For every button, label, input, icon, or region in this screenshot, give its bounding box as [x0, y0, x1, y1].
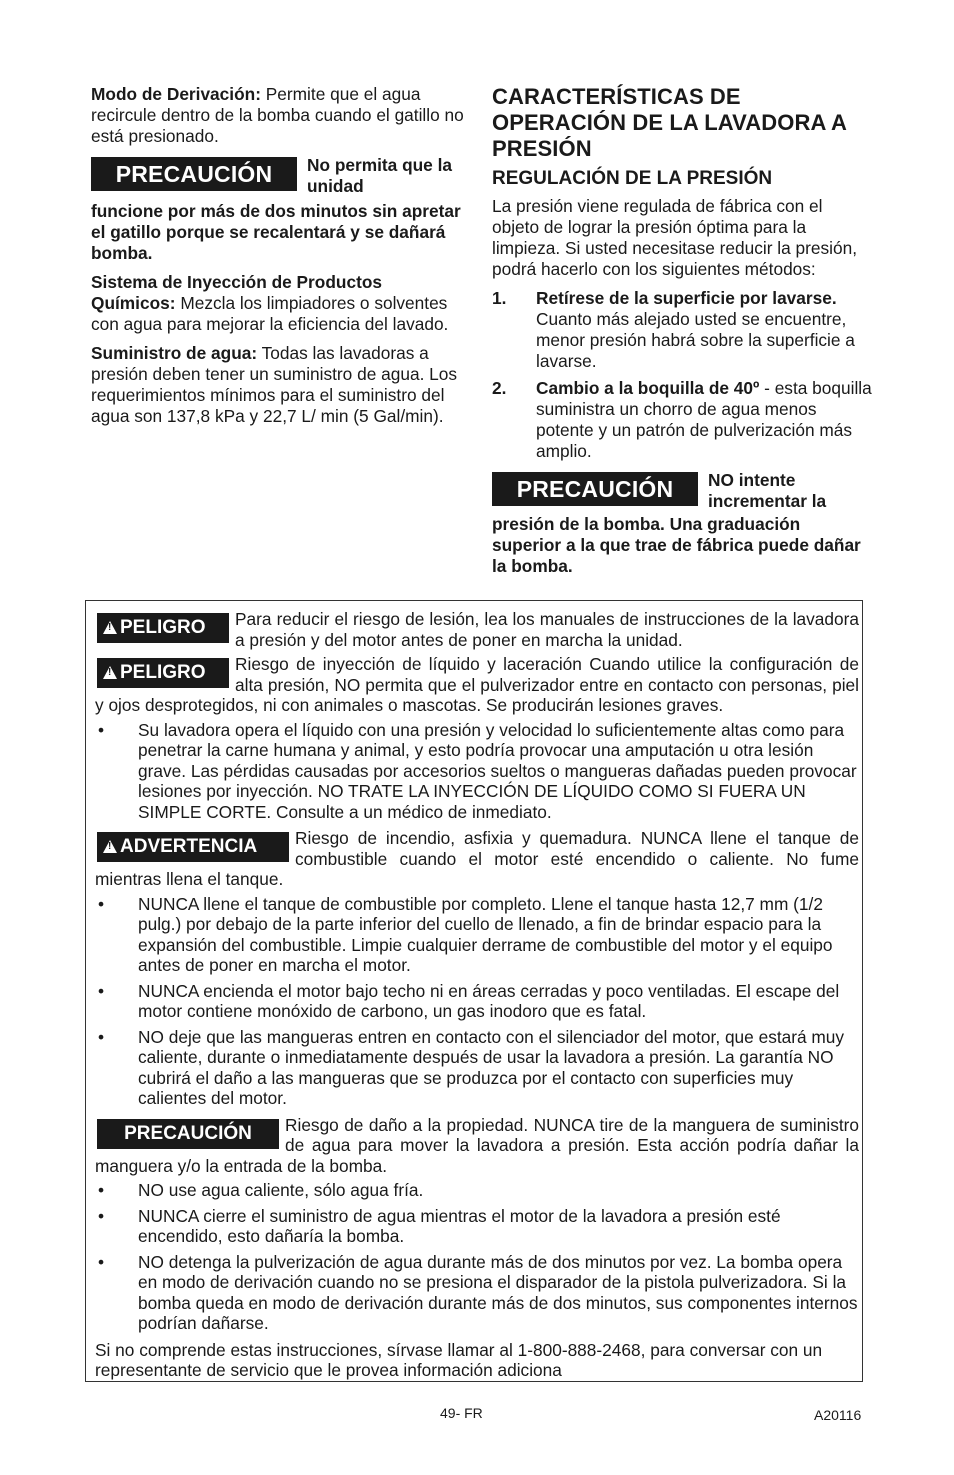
warning-text: Para reducir el riesgo de lesión, lea los manuales de instrucciones de la lavadora a presión y del motor antes de poner en marcha la unidad. — [235, 609, 859, 650]
left-column — [91, 84, 467, 435]
bypass-label: Modo de Derivación: — [91, 84, 261, 104]
caution-block-left — [91, 155, 467, 264]
advertencia-badge: !ADVERTENCIA — [97, 832, 289, 862]
caution-first-line: No permita que la unidad — [307, 155, 453, 196]
document-code: A20116 — [814, 1407, 862, 1423]
list-item: • NUNCA llene el tanque de combustible por completo. Llene el tanque hasta 12,7 mm (1/2 pulg.) por debajo de la parte inferior del cuello de llenado, a fin de brindar espacio para la expansión del combustible. Limpie cualquier derrame de combustible del motor y el equipo antes de poner en marcha el motor. — [95, 894, 859, 976]
bypass-text: Permite que el agua recircule dentro de la bomba cuando el gatillo no está presionado. — [91, 84, 464, 146]
list-item: • NO deje que las mangueras entren en contacto con el silenciador del motor, que estará muy caliente, durante o inmediatamente después de usar la lavadora a presión. La garantía NO cubrirá el daño a las mangueras que se produzca por el contacto con superficies muy calientes del motor. — [95, 1027, 859, 1109]
peligro-badge: !PELIGRO — [97, 658, 229, 688]
precaucion-badge: PRECAUCIÓN — [97, 1119, 279, 1149]
caution-block-right — [492, 470, 872, 577]
caution-rest: presión de la bomba. Una graduación superior a la que trae de fábrica puede dañar la bomba. — [492, 514, 861, 576]
warning-triangle-icon — [103, 840, 117, 853]
section-subheading: REGULACIÓN DE LA PRESIÓN — [492, 168, 773, 189]
bullet-list — [95, 894, 859, 1109]
bullet-list — [95, 1180, 859, 1334]
warning-triangle-icon — [103, 666, 117, 679]
caution-rest: funcione por más de dos minutos sin apretar el gatillo porque se recalentará y se dañará bomba. — [91, 201, 461, 263]
water-text: Todas las lavadoras a presión deben tener un suministro de agua. Los requerimientos mínimos para el suministro del agua son 137,8 kPa y 22,7 L/ min (5 Gal/min). — [91, 343, 458, 426]
warning-triangle-icon — [103, 621, 117, 634]
list-item: 1. Retírese de la superficie por lavarse. Cuanto más alejado usted se encuentre, menor presión habrá sobre la superficie a lavarse. — [492, 288, 855, 371]
water-label: Suministro de agua: — [91, 343, 258, 363]
chem-label: Sistema de Inyección de Productos Químicos: — [91, 272, 382, 313]
closing-text: Si no comprende estas instrucciones, sírvase llamar al 1-800-888-2468, para conversar con un representante de servicio que le provea información adiciona — [95, 1339, 823, 1380]
safety-warning-box — [85, 600, 863, 1382]
list-item: 2. Cambio a la boquilla de 40º - esta boquilla suministra un chorro de agua menos potente y un patrón de pulverización más amplio. — [492, 378, 872, 461]
methods-list — [492, 288, 872, 462]
list-item: • NUNCA cierre el suministro de agua mientras el motor de la lavadora a presión esté encendido, esto dañaría la bomba. — [95, 1206, 859, 1247]
page-number: 49- FR — [440, 1405, 483, 1421]
peligro-badge: !PELIGRO — [97, 613, 229, 643]
caution-badge: PRECAUCIÓN — [91, 157, 297, 191]
warning-text: Riesgo de daño a la propiedad. NUNCA tire de la manguera de suministro de agua para mover la lavadora a presión. Esta acción podría dañar la manguera y/o la entrada de la bomba. — [95, 1114, 859, 1176]
chem-paragraph — [91, 272, 467, 335]
chem-text: Mezcla los limpiadores o solventes con agua para mejorar la eficiencia del lavado. — [91, 293, 449, 334]
list-item: • NUNCA encienda el motor bajo techo ni en áreas cerradas y poco ventiladas. El escape del motor contiene monóxido de carbono, un gas inodoro que es fatal. — [95, 981, 859, 1022]
section-heading: CARACTERÍSTICAS DE OPERACIÓN DE LA LAVADORA A PRESIÓN — [492, 84, 847, 161]
bullet-list — [95, 720, 859, 823]
list-item: • NO detenga la pulverización de agua durante más de dos minutos por vez. La bomba opera en modo de derivación cuando no se presiona el disparador de la pistola pulverizadora. Si la bomba queda en modo de derivación durante más de dos minutos, sus componentes internos podrían dañarse. — [95, 1252, 859, 1334]
list-item: • Su lavadora opera el líquido con una presión y velocidad lo suficientemente altas como para penetrar la carne humana y animal, y esto podría provocar una amputación u otra lesión grave. Las pérdidas causadas por accesorios sueltos o mangueras dañadas pueden provocar lesiones por inyección. NO TRATE LA INYECCIÓN DE LÍQUIDO COMO SI FUERA UN SIMPLE CORTE. Consulte a un médico de inmediato. — [95, 720, 859, 823]
warning-text: Riesgo de incendio, asfixia y quemadura. NUNCA llene el tanque de combustible cuando el motor esté encendido o caliente. No fume mientras llena el tanque. — [95, 828, 859, 889]
precaucion-warning — [95, 1115, 859, 1177]
peligro-warning-2 — [95, 654, 859, 716]
list-item: • NO use agua caliente, sólo agua fría. — [95, 1180, 859, 1201]
water-paragraph — [91, 343, 467, 427]
warning-text: Riesgo de inyección de líquido y laceración Cuando utilice la configuración de alta presión, NO permita que el pulverizador entre en contacto con personas, piel y ojos desprotegidos, ni con animales o mascotas. Se producirán lesiones graves. — [95, 654, 859, 715]
advertencia-warning — [95, 828, 859, 890]
right-column — [492, 84, 872, 585]
bypass-paragraph — [91, 84, 467, 147]
intro-paragraph: La presión viene regulada de fábrica con el objeto de lograr la presión óptima para la limpieza. Si usted necesitase reducir la presión, podrá hacerlo con los siguientes métodos: — [492, 196, 858, 279]
caution-first-line: NO intente incrementar la — [708, 470, 827, 511]
caution-badge: PRECAUCIÓN — [492, 472, 698, 506]
peligro-warning-1 — [95, 609, 859, 650]
